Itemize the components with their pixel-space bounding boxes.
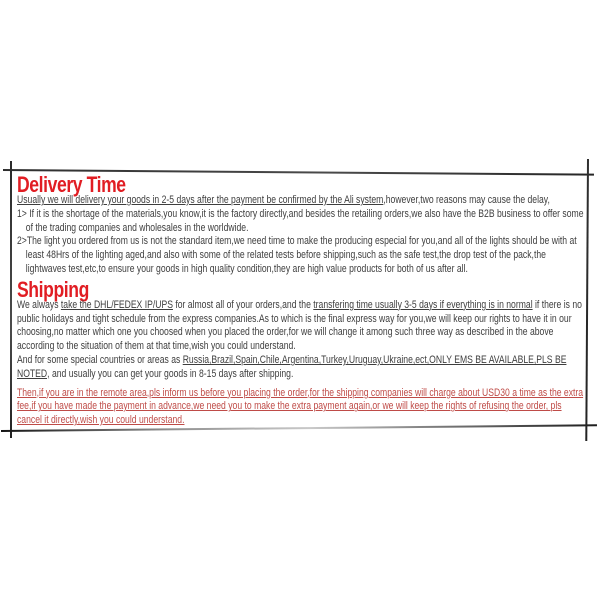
delivery-intro-underlined: Usually we will delivery your goods in 2-5 days after the payment be confirmed by the Ali system (17, 194, 384, 206)
delivery-time-title: Delivery Time (17, 172, 126, 197)
shipping-p2-text-2: and usually you can get your goods in 8-15 days after shipping. (49, 367, 294, 380)
frame-border-left (10, 161, 12, 438)
remote-area-warning: Then,if you are in the remote area,pls inform us before you placing the order,for the shipping companies will charge about USD30 a time as the extra fee,if you have made the payment in advance,we need you to make the extra payment again,or we will keep the rights of refusing the order, pls cancel it directly,wish you could understand. (17, 386, 584, 427)
shipping-paragraph-2 (17, 354, 585, 382)
notice-content (17, 172, 585, 428)
delivery-reason-2: 2>The light you ordered from us is not the standard item,we need time to make the producing especial for you,and all of the lights should be with at least 48Hrs of the lighting aged,and also with some of the related tests before shipping,such as the safe test,the drop test of the pack,the lightwaves test,etc,to ensure your goods in high quality condition,they are high value products for both of us after all. (17, 235, 577, 275)
shipping-p2-text-1: And for some special countries or areas as (17, 353, 183, 366)
shipping-paragraph-1 (17, 299, 585, 354)
shipping-p1-text-3: if there is no public holidays and tight schedule from the express companies.As to which is the final express way for you,we will keep our rights to have it in our choosing,no matter which one you choosed when you placed the order,for we will change it among such three way as described in the above according to the situation of them at that time,wish you could understand. (17, 298, 582, 353)
shipping-p1-underlined-2: transfering time usually 3-5 days if everything is in normal (313, 298, 533, 311)
shipping-p1-text-2: for almost all of your orders,and the (172, 298, 314, 311)
delivery-intro-rest: ,however,two reasons may cause the delay, (383, 194, 550, 206)
delivery-intro (17, 194, 585, 208)
frame-border-right (585, 159, 589, 441)
shipping-p2-underlined-countries: Russia,Brazil,Spain,Chile,Argentina,Turkey,Uruguay,Ukraine,ect,ONLY EMS BE AVAILABLE,PLS BE NOTED, (17, 353, 567, 380)
shipping-p1-underlined-1: take the DHL/FEDEX IP/UPS (60, 298, 173, 311)
delivery-reason-1: 1> If it is the shortage of the materials,you know,it is the factory directly,and besides the retailing orders,we also have the B2B business to offer some of the trading companies and wholesales in the worldwide. (17, 207, 584, 234)
shipping-title: Shipping (17, 276, 89, 302)
shipping-p1-text-1: We always (17, 298, 61, 311)
